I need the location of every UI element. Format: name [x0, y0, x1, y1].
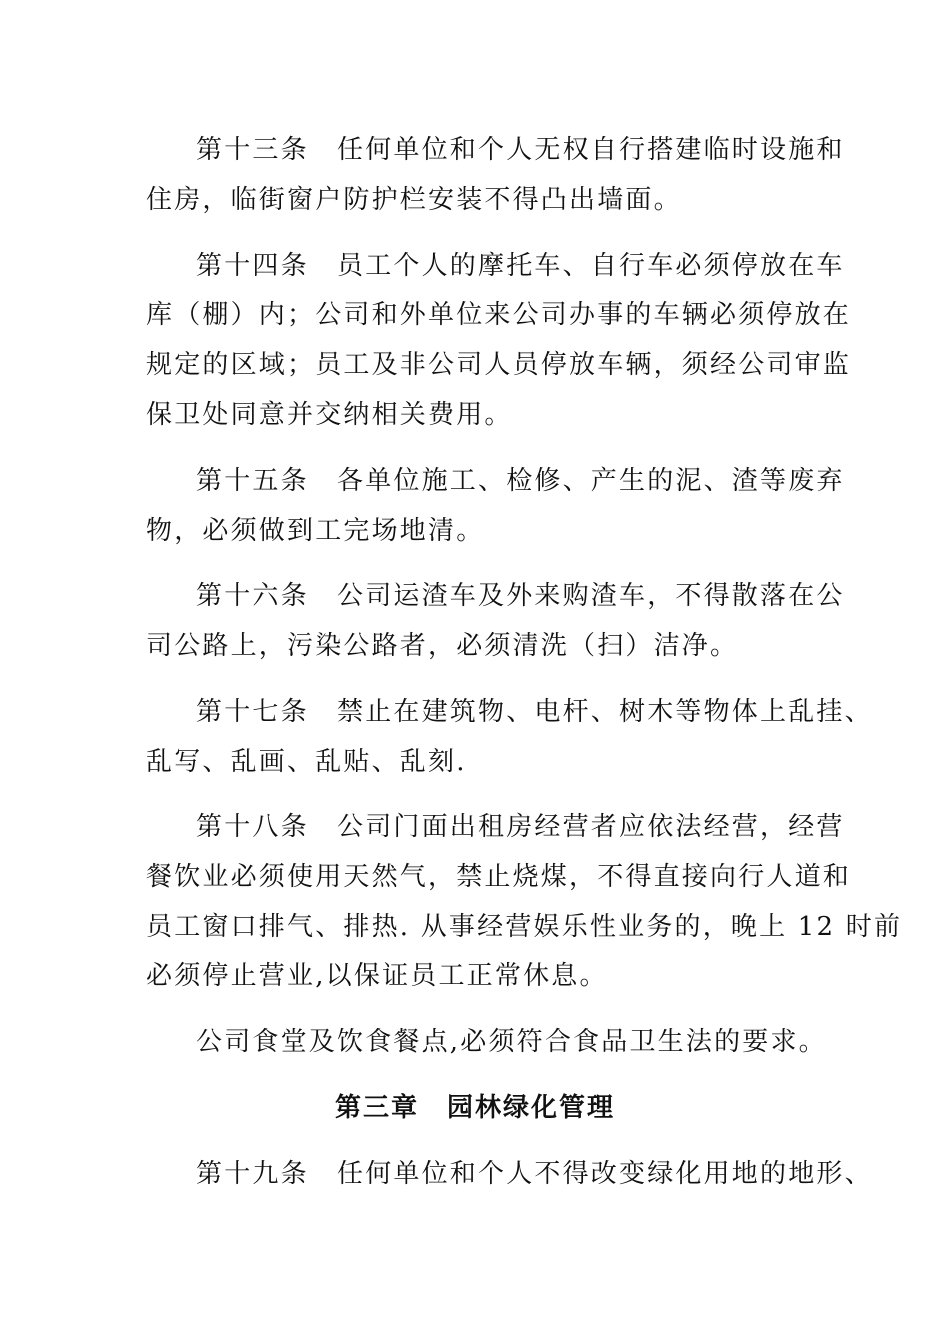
text-line: 第十五条 各单位施工、检修、产生的泥、渣等废弃: [196, 466, 845, 496]
chapter-heading: 第三章 园林绿化管理: [334, 1093, 615, 1123]
text-line: 第十六条 公司运渣车及外来购渣车，不得散落在公: [196, 581, 845, 611]
text-line: 保卫处同意并交纳相关费用。: [146, 400, 513, 430]
text-line: 乱写、乱画、乱贴、乱刻.: [146, 747, 467, 777]
text-line: 第十九条 任何单位和个人不得改变绿化用地的地形、: [196, 1159, 873, 1189]
text-line: 第十四条 员工个人的摩托车、自行车必须停放在车: [196, 251, 845, 281]
text-line: 员工窗口排气、排热. 从事经营娱乐性业务的，晚上 12 时前: [146, 912, 903, 942]
text-line: 第十三条 任何单位和个人无权自行搭建临时设施和: [196, 135, 845, 165]
text-line: 第十八条 公司门面出租房经营者应依法经营，经营: [196, 812, 845, 842]
text-line: 规定的区域；员工及非公司人员停放车辆，须经公司审监: [146, 350, 852, 380]
text-line: 司公路上，污染公路者，必须清洗（扫）洁净。: [146, 631, 739, 661]
text-line: 餐饮业必须使用天然气，禁止烧煤，不得直接向行人道和: [146, 862, 852, 892]
text-line: 第十七条 禁止在建筑物、电杆、树木等物体上乱挂、: [196, 697, 873, 727]
text-line: 必须停止营业,以保证员工正常休息。: [146, 961, 608, 991]
text-line: 库（棚）内；公司和外单位来公司办事的车辆必须停放在: [146, 300, 852, 330]
text-line: 物，必须做到工完场地清。: [146, 516, 485, 546]
text-line: 公司食堂及饮食餐点,必须符合食品卫生法的要求。: [196, 1027, 827, 1057]
text-line: 住房，临街窗户防护栏安装不得凸出墙面。: [146, 185, 682, 215]
